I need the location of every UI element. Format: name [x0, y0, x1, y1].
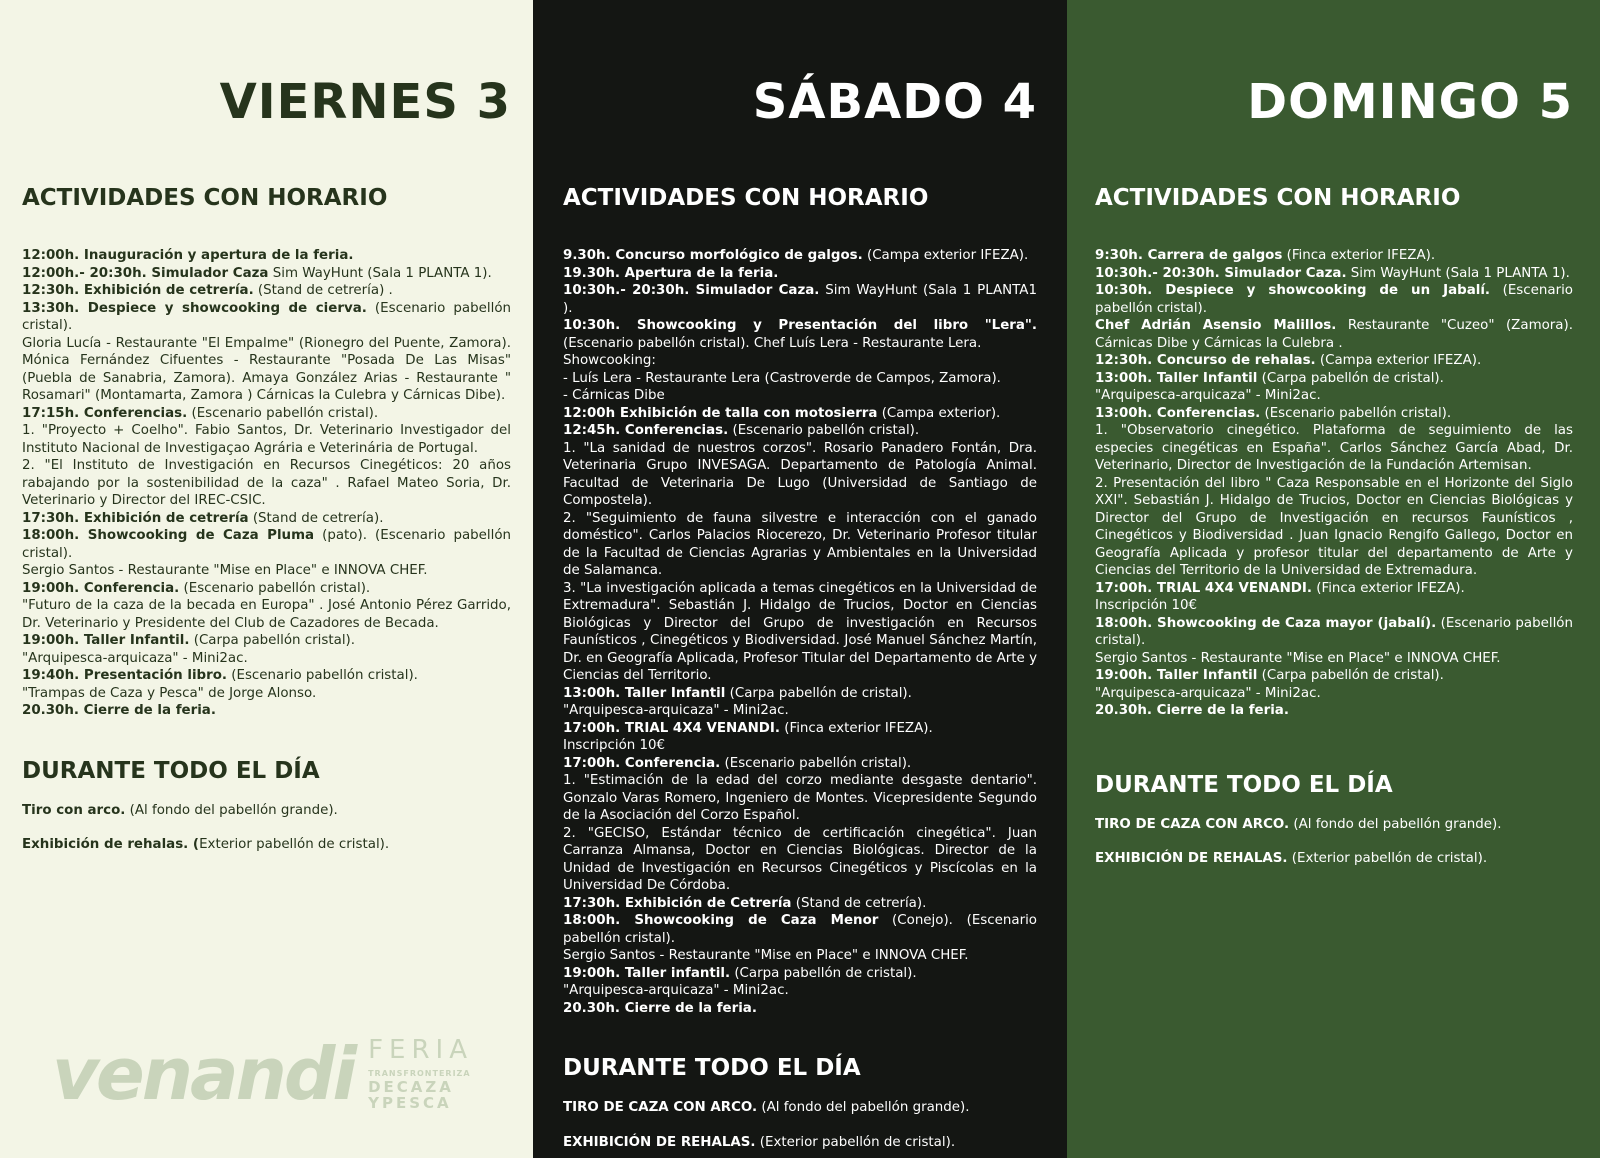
schedule-item-detail: 3. "La investigación aplicada a temas cinegéticos en la Universidad de Extremadura". Sebastián J. Hidalgo de Trucios, Doctor en Ciencias Biológicas y Director del Grupo de investigación en Recursos Faunísticos , Cinegéticos y Biodiversidad. José Manuel Sánchez Martín, Dr. en Geografía Aplicada, Profesor Titular del Departamento de Arte y Ciencias del Territorio. [563, 580, 1037, 683]
schedule-item-detail: (Escenario pabellón cristal). [227, 668, 418, 683]
schedule-item-detail: Sim WayHunt (Sala 1 PLANTA1 ). [563, 283, 1037, 316]
schedule-item [22, 335, 511, 405]
schedule-item [22, 650, 511, 668]
schedule-item [22, 527, 511, 562]
schedule-item [22, 685, 511, 703]
schedule-item-detail: (Finca exterior IFEZA). [779, 720, 933, 736]
schedule-item-detail: "Arquipesca-arquicaza" - Mini2ac. [1095, 388, 1321, 403]
schedule-item [1095, 702, 1573, 720]
schedule-item [563, 912, 1037, 947]
schedule-item-detail: "Futuro de la caza de la becada en Europa" . José Antonio Pérez Garrido, Dr. Veterinario y Presidente del Club de Cazadores de Becada. [22, 598, 511, 631]
schedule-item [22, 422, 511, 457]
schedule-item-detail: (Carpa pabellón de cristal). [725, 685, 912, 701]
schedule-item [1095, 352, 1573, 370]
schedule-item-detail: (Escenario pabellón cristal). [728, 423, 920, 438]
schedule-item [22, 667, 511, 685]
venandi-logo-watermark [52, 1032, 473, 1116]
schedule-item-heading: 18:00h. Showcooking de Caza Menor [563, 913, 879, 928]
schedule-item [563, 1000, 1037, 1018]
allday-item-detail: (Exterior pabellón de cristal). [1287, 851, 1488, 866]
schedule-item-heading: 9:30h. Carrera de galgos [1095, 248, 1283, 263]
schedule-item-heading: 12:00h. Inauguración y apertura de la feria. [22, 248, 354, 263]
allday-item-detail: (Exterior pabellón de cristal). [755, 1134, 956, 1150]
schedule-item-heading: 12:30h. Concurso de rehalas. [1095, 353, 1316, 368]
schedule-item-detail: (Carpa pabellón cristal). [189, 633, 356, 648]
schedule-item [1095, 282, 1573, 317]
schedule-list-friday [22, 247, 511, 720]
column-friday [0, 0, 533, 1158]
schedule-item-detail: (Carpa pabellón de cristal). [1257, 370, 1444, 386]
schedule-item [1095, 597, 1573, 615]
schedule-item-detail: "Trampas de Caza y Pesca" de Jorge Alonso. [22, 685, 317, 701]
schedule-item-detail: (Escenario pabellón cristal). [1095, 283, 1573, 316]
allday-item [22, 802, 511, 820]
allday-item-heading: EXHIBICIÓN DE REHALAS. [563, 1134, 756, 1150]
schedule-item-heading: 10:30h. Despiece y showcooking de un Jabalí. [1095, 283, 1491, 298]
schedule-item-detail: Sim WayHunt (Sala 1 PLANTA 1). [268, 265, 492, 281]
feria-tagline: FERIA TRANSFRONTERIZA DECAZA YPESCA [368, 1034, 473, 1112]
schedule-item-detail: Sergio Santos - Restaurante "Mise en Place" e INNOVA CHEF. [563, 948, 969, 963]
schedule-item [22, 580, 511, 598]
schedule-item-heading: 17:30h. Exhibición de Cetrería [563, 895, 792, 911]
schedule-item [563, 685, 1037, 703]
schedule-item-detail: - Luís Lera - Restaurante Lera (Castroverde de Campos, Zamora). [563, 370, 1001, 386]
schedule-item-heading: 12:45h. Conferencias. [563, 423, 729, 438]
schedule-item [563, 737, 1037, 755]
schedule-item-detail: Showcooking: [563, 353, 656, 368]
schedule-item-heading: 13:00h. Taller Infantil [563, 685, 726, 701]
section-allday-saturday: DURANTE TODO EL DÍA [563, 1055, 861, 1081]
schedule-item-heading: 17:15h. Conferencias. [22, 405, 188, 421]
schedule-item [1095, 265, 1573, 283]
schedule-item-heading: 19:00h. Conferencia. [22, 580, 180, 596]
schedule-item [1095, 317, 1573, 352]
schedule-item [1095, 370, 1573, 388]
schedule-item-heading: 9.30h. Concurso morfológico de galgos. [563, 248, 863, 263]
schedule-item-detail: (Stand de cetrería). [248, 510, 384, 526]
schedule-item-detail: (Escenario pabellón cristal). [187, 405, 379, 421]
schedule-item-detail: 2. "GECISO, Estándar técnico de certificación cinegética". Juan Carranza Almansa, Doctor en Ciencias Biológicas. Director de la Unidad de Investigación en Recursos Cinegéticos y Piscícolas en la Universidad De Córdoba. [563, 825, 1037, 893]
section-allday-sunday: DURANTE TODO EL DÍA [1095, 771, 1393, 798]
schedule-item [22, 265, 511, 283]
schedule-item-detail: "Arquipesca-arquicaza" - Mini2ac. [563, 983, 789, 998]
schedule-item [1095, 685, 1573, 703]
allday-item [563, 1099, 1037, 1117]
schedule-item [563, 965, 1037, 983]
schedule-item-detail: 1. "Estimación de la edad del corzo mediante desgaste dentario". Gonzalo Varas Romero, Ingeniero de Montes. Vicepresidente Segundo de la Asociación del Corzo Español. [563, 773, 1037, 823]
allday-item-detail: (Al fondo del pabellón grande). [1289, 816, 1502, 832]
schedule-item [563, 422, 1037, 440]
schedule-item [563, 387, 1037, 405]
schedule-item [1095, 405, 1573, 423]
day-title-saturday: SÁBADO 4 [752, 74, 1037, 130]
schedule-item-heading: 12:00h Exhibición de talla con motosierra [563, 405, 878, 421]
schedule-item-detail: Restaurante "Cuzeo" (Zamora). Cárnicas Dibe y Cárnicas la Culebra . [1095, 318, 1573, 351]
allday-list-friday [22, 802, 511, 854]
schedule-item-detail: Gloria Lucía - Restaurante "El Empalme" (Rionegro del Puente, Zamora). Mónica Fernández Cifuentes - Restaurante "Posada De Las Misas" (Puebla de Sanabria, Zamora). Amaya González Arias - Restaurante " Rosamari" (Montamarta, Zamora ) Cárnicas la Culebra y Cárnicas Dibe). [22, 335, 511, 403]
schedule-item [563, 982, 1037, 1000]
schedule-item [563, 947, 1037, 965]
section-allday-friday: DURANTE TODO EL DÍA [22, 757, 320, 784]
schedule-item-detail: 1. "La sanidad de nuestros corzos". Rosario Panadero Fontán, Dra. Veterinaria Grupo INVESAGA. Departamento de Patología Animal. Facultad de Veterinaria De Lugo (Universidad de Santiago de Compostela). [563, 440, 1037, 508]
schedule-item-detail: (Escenario pabellón cristal). [720, 755, 912, 771]
venandi-wordmark: venandi [52, 1032, 355, 1116]
schedule-item [1095, 387, 1573, 405]
schedule-item [563, 247, 1037, 265]
allday-list-sunday [1095, 816, 1573, 868]
schedule-item-detail: "Arquipesca-arquicaza" - Mini2ac. [22, 650, 248, 666]
schedule-item-heading: 20.30h. Cierre de la feria. [563, 1000, 757, 1016]
section-scheduled-sunday: ACTIVIDADES CON HORARIO [1095, 185, 1461, 211]
schedule-item [563, 702, 1037, 720]
allday-item-heading: TIRO DE CAZA CON ARCO. [563, 1100, 758, 1115]
column-sunday [1067, 0, 1600, 1158]
schedule-item [563, 282, 1037, 317]
schedule-item [563, 317, 1037, 352]
schedule-item [563, 510, 1037, 580]
schedule-item-heading: 13:00h. Conferencias. [1095, 405, 1261, 421]
schedule-item-detail: Sergio Santos - Restaurante "Mise en Place" e INNOVA CHEF. [22, 563, 428, 578]
schedule-item-detail: 1. "Observatorio cinegético. Plataforma de seguimiento de las especies cinegéticas en España". Carlos Sánchez García Abad, Dr. Veterinario, Director de Investigación de la Fundación Artemisan. [1095, 423, 1573, 473]
schedule-item-heading: 10:30h. Showcooking y Presentación del libro "Lera". [563, 318, 1037, 333]
day-title-sunday: DOMINGO 5 [1247, 74, 1573, 130]
schedule-item-heading: 12:00h.- 20:30h. Simulador Caza [22, 265, 269, 281]
schedule-item-detail: (Stand de cetrería) . [253, 283, 393, 298]
schedule-list-sunday [1095, 247, 1573, 720]
schedule-item-detail: (Escenario pabellón cristal). [179, 580, 371, 596]
schedule-item [1095, 422, 1573, 475]
schedule-item-detail: (Carpa pabellón de cristal). [1257, 668, 1444, 683]
schedule-item-heading: Chef Adrián Asensio Malillos. [1095, 318, 1337, 333]
schedule-item [563, 895, 1037, 913]
allday-item-heading: Exhibición de rehalas. ( [22, 837, 200, 852]
schedule-item [1095, 475, 1573, 580]
schedule-item-detail: (Escenario pabellón cristal). [22, 300, 511, 333]
section-scheduled-friday: ACTIVIDADES CON HORARIO [22, 185, 388, 211]
schedule-item-heading: 13:30h. Despiece y showcooking de cierva. [22, 300, 367, 316]
schedule-item-heading: 17:00h. TRIAL 4X4 VENANDI. [563, 720, 780, 736]
allday-item-heading: Tiro con arco. [22, 802, 126, 818]
schedule-item-heading: 20.30h. Cierre de la feria. [1095, 703, 1289, 718]
schedule-item-detail: 2. "Seguimiento de fauna silvestre e interacción con el ganado doméstico". Carlos Palacios Riocerezo, Dr. Veterinario Profesor titular de la Facultad de Ciencias Agrarias y Ambientales en la Universidad de Salamanca. [563, 510, 1037, 578]
allday-list-saturday [563, 1099, 1037, 1151]
schedule-item-heading: 12:30h. Exhibición de cetrería. [22, 283, 254, 298]
schedule-item-detail: 2. Presentación del libro " Caza Responsable en el Horizonte del Siglo XXI". Sebastián J. Hidalgo de Trucios, Doctor en Ciencias Biológicas y Director del Grupo de Investigación en recursos Faunísticos , Cinegéticos y Biodiversidad . Juan Ignacio Rengifo Gallego, Doctor en Geografía Aplicada y profesor titular del departamento de Arte y Ciencias del Territorio de la Universidad de Extremadura. [1095, 475, 1573, 578]
schedule-item-heading: 10:30h.- 20:30h. Simulador Caza. [563, 283, 820, 298]
schedule-item [1095, 650, 1573, 668]
schedule-item-detail: - Cárnicas Dibe [563, 388, 665, 403]
schedule-item [22, 300, 511, 335]
schedule-item [22, 247, 511, 265]
schedule-item-heading: 18:00h. Showcooking de Caza mayor (jabalí). [1095, 615, 1437, 631]
schedule-item [563, 755, 1037, 773]
schedule-list-saturday [563, 247, 1037, 1017]
schedule-item-detail: (Campa exterior). [877, 405, 1001, 421]
allday-item-detail: Exterior pabellón de cristal). [199, 837, 390, 852]
schedule-item [22, 597, 511, 632]
schedule-item-detail: (pato). (Escenario pabellón cristal). [22, 528, 512, 561]
day-title-friday: VIERNES 3 [219, 74, 511, 130]
schedule-item [1095, 580, 1573, 598]
schedule-item-detail: (Finca exterior IFEZA). [1282, 248, 1436, 263]
allday-item-heading: EXHIBICIÓN DE REHALAS. [1095, 851, 1288, 866]
schedule-item-detail: Inscripción 10€ [1095, 598, 1198, 613]
schedule-item-detail: (Escenario pabellón cristal). Chef Luís Lera - Restaurante Lera. [563, 335, 982, 351]
schedule-item [563, 265, 1037, 283]
schedule-item [22, 510, 511, 528]
schedule-item [563, 772, 1037, 825]
schedule-item-detail: 2. "El Instituto de Investigación en Recursos Cinegéticos: 20 años rabajando por la sostenibilidad de la caza" . Rafael Mateo Soria, Dr. Veterinario y Director del IREC-CSIC. [22, 458, 511, 508]
schedule-item-detail: (Stand de cetrería). [791, 895, 927, 911]
schedule-item-detail: (Conejo). (Escenario pabellón cristal). [563, 913, 1037, 946]
schedule-item-detail: Sergio Santos - Restaurante "Mise en Place" e INNOVA CHEF. [1095, 650, 1501, 666]
schedule-item-detail: "Arquipesca-arquicaza" - Mini2ac. [563, 703, 789, 718]
schedule-item-detail: Inscripción 10€ [563, 738, 666, 753]
schedule-item [563, 825, 1037, 895]
schedule-item-heading: 19:00h. Taller Infantil [1095, 668, 1258, 683]
schedule-item-detail: "Arquipesca-arquicaza" - Mini2ac. [1095, 685, 1321, 701]
schedule-item [563, 720, 1037, 738]
column-saturday [533, 0, 1067, 1158]
allday-item-heading: TIRO DE CAZA CON ARCO. [1095, 816, 1290, 832]
schedule-item-heading: 13:00h. Taller Infantil [1095, 370, 1258, 386]
schedule-item [1095, 615, 1573, 650]
schedule-item [22, 562, 511, 580]
schedule-item-detail: (Escenario pabellón cristal). [1095, 615, 1573, 648]
schedule-item [563, 440, 1037, 510]
schedule-item [563, 405, 1037, 423]
schedule-item [22, 457, 511, 510]
schedule-item-detail: (Campa exterior IFEZA). [862, 248, 1029, 263]
schedule-item-detail: Sim WayHunt (Sala 1 PLANTA 1). [1346, 265, 1570, 281]
allday-item [1095, 850, 1573, 868]
schedule-item-heading: 19:40h. Presentación libro. [22, 668, 228, 683]
schedule-item-heading: 17:30h. Exhibición de cetrería [22, 510, 249, 526]
schedule-item [563, 370, 1037, 388]
schedule-item-detail: (Carpa pabellón de cristal). [730, 965, 917, 981]
schedule-item-heading: 19:00h. Taller infantil. [563, 965, 731, 981]
allday-item [22, 836, 511, 854]
schedule-item [22, 702, 511, 720]
schedule-item-detail: 1. "Proyecto + Coelho". Fabio Santos, Dr. Veterinario Investigador del Instituto Nacional de Investigaçao Agrária e Veterinária de Portugal. [22, 423, 511, 456]
schedule-item-heading: 19:00h. Taller Infantil. [22, 633, 190, 648]
schedule-item [22, 632, 511, 650]
allday-item [1095, 816, 1573, 834]
schedule-item-heading: 20.30h. Cierre de la feria. [22, 703, 216, 718]
schedule-item-heading: 17:00h. TRIAL 4X4 VENANDI. [1095, 580, 1312, 596]
allday-item-detail: (Al fondo del pabellón grande). [125, 802, 338, 818]
schedule-item [1095, 667, 1573, 685]
section-scheduled-saturday: ACTIVIDADES CON HORARIO [563, 185, 929, 211]
schedule-item [563, 580, 1037, 685]
schedule-item-detail: (Campa exterior IFEZA). [1315, 353, 1482, 368]
schedule-item-detail: (Finca exterior IFEZA). [1311, 580, 1465, 596]
schedule-item-heading: 19.30h. Apertura de la feria. [563, 265, 779, 281]
allday-item-detail: (Al fondo del pabellón grande). [757, 1100, 970, 1115]
schedule-item [1095, 247, 1573, 265]
schedule-item-heading: 18:00h. Showcooking de Caza Pluma [22, 528, 315, 543]
schedule-item [22, 405, 511, 423]
schedule-item [563, 352, 1037, 370]
schedule-item-heading: 17:00h. Conferencia. [563, 755, 721, 771]
schedule-item [22, 282, 511, 300]
schedule-item-detail: (Escenario pabellón cristal). [1260, 405, 1452, 421]
allday-item [563, 1134, 1037, 1152]
schedule-item-heading: 10:30h.- 20:30h. Simulador Caza. [1095, 265, 1347, 281]
